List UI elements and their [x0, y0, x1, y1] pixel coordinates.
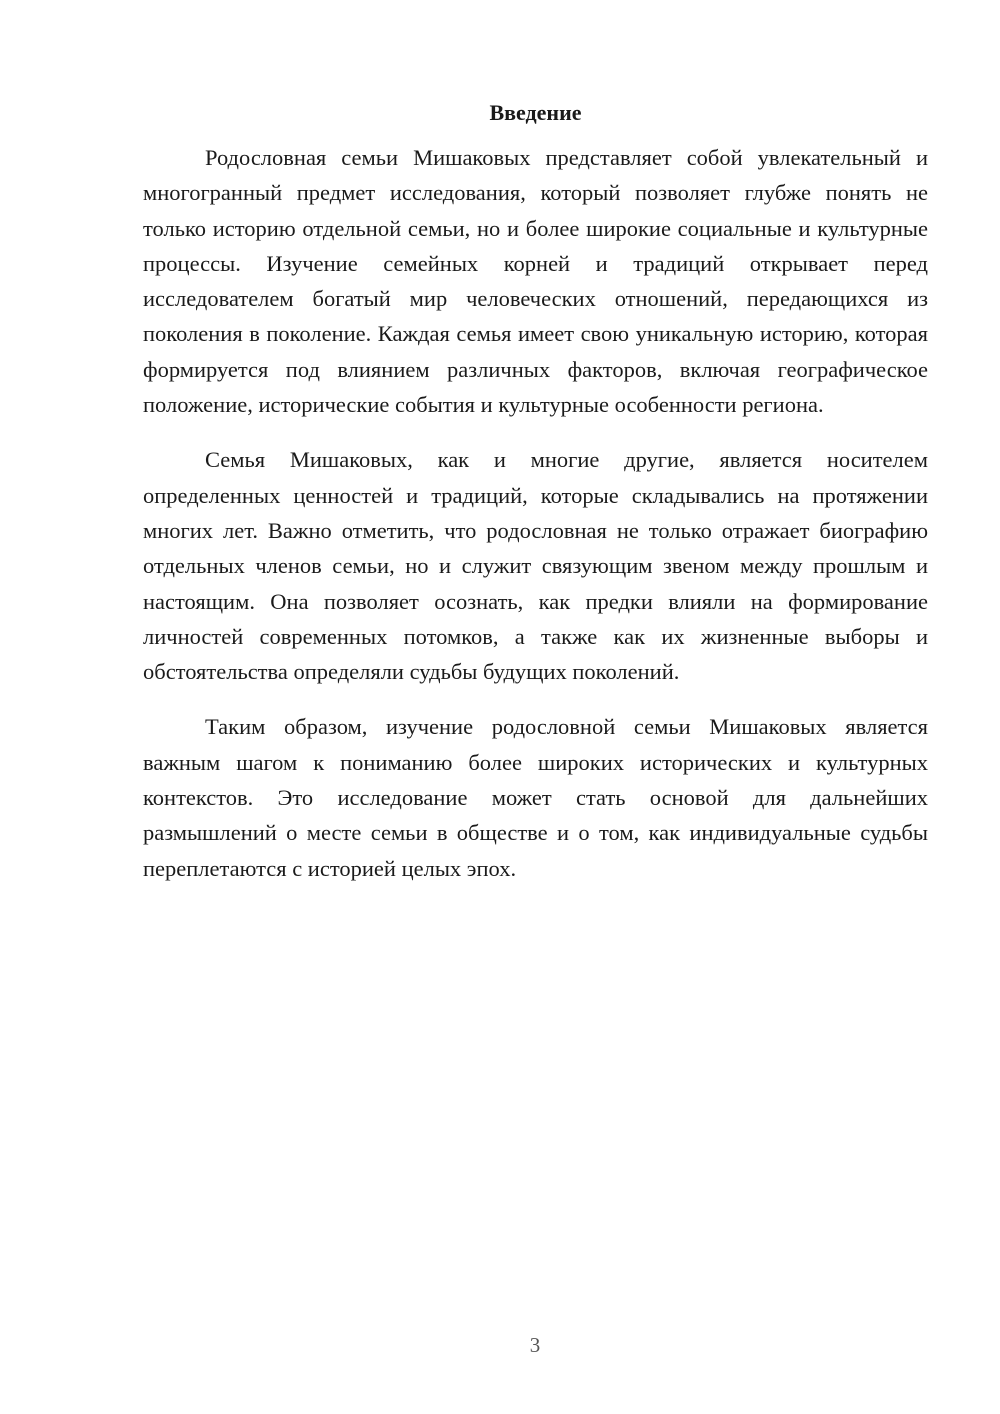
paragraph-1: Родословная семьи Мишаковых представляет собой увлекательный и многогранный предмет исследования, который позволяет глубже понять не только историю отдельной семьи, но и более широкие социальные и культурные процессы. Изучение семейных корней и традиций открывает перед исследователем богатый мир человеческих отношений, передающихся из поколения в поколение. Каждая семья имеет свою уникальную историю, которая формируется под влиянием различных факторов, включая географическое положение, исторические события и культурные особенности региона. — [143, 145, 928, 418]
paragraph-3: Таким образом, изучение родословной семьи Мишаковых является важным шагом к пониманию более широких исторических и культурных контекстов. Это исследование может стать основой для дальнейших размышлений о месте семьи в обществе и о том, как индивидуальные судьбы переплетаются с историей целых эпох. — [143, 714, 928, 881]
page-number: 3 — [529, 1333, 541, 1357]
page-content — [143, 95, 928, 886]
section-title: Введение — [489, 100, 582, 125]
paragraph-2: Семья Мишаковых, как и многие другие, является носителем определенных ценностей и традиций, которые складывались на протяжении многих лет. Важно отметить, что родословная не только отражает биографию отдельных членов семьи, но и служит связующим звеном между прошлым и настоящим. Она позволяет осознать, как предки влияли на формирование личностей современных потомков, а также как их жизненные выборы и обстоятельства определяли судьбы будущих поколений. — [143, 447, 928, 685]
